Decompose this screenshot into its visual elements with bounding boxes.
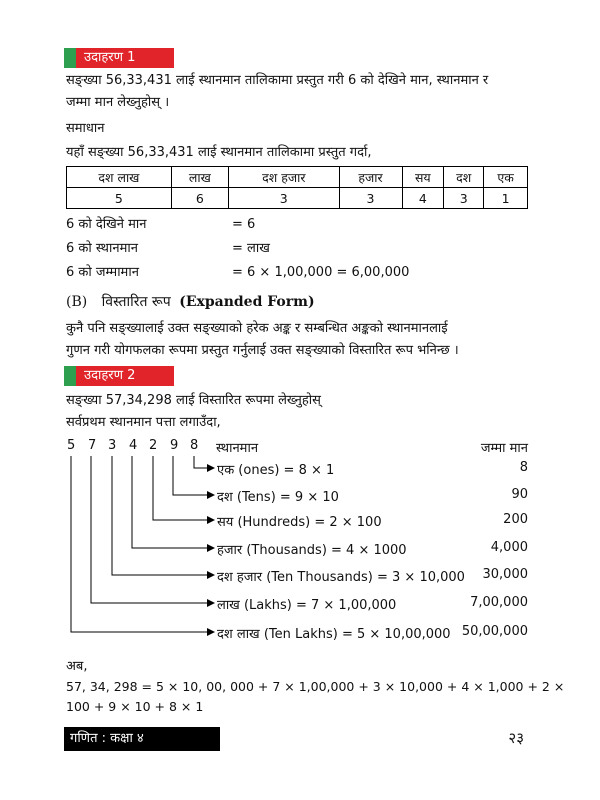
- expanded-form-line-2: 100 + 9 × 10 + 8 × 1: [66, 699, 204, 714]
- digit: 9: [170, 438, 179, 453]
- total-row-thousands: 4,000: [490, 540, 528, 555]
- digit: 5: [67, 438, 76, 453]
- connector-thousands: [132, 456, 207, 548]
- total-row-ones: 8: [519, 460, 528, 475]
- section-b-title-en: (Expanded Form): [179, 294, 315, 310]
- digit: 2: [149, 438, 158, 453]
- section-b-definition-1: कुनै पनि सङ्ख्यालाई उक्त सङ्ख्याको हरेक अङ्क र सम्बन्धित अङ्कको स्थानमानलाई: [66, 321, 448, 336]
- table-header-cell: एक: [484, 167, 528, 188]
- example-1-question-cont: जम्मा मान लेख्नुहोस् ।: [66, 95, 170, 110]
- column-header-total: जम्मा मान: [480, 441, 528, 456]
- connector-ten-thousands: [112, 456, 207, 575]
- place-row-tens: दश (Tens) = 9 × 10: [217, 490, 339, 505]
- result-label-1: 6 को देखिने मान: [66, 217, 147, 232]
- place-row-lakhs: लाख (Lakhs) = 7 × 1,00,000: [217, 598, 397, 613]
- digit: 8: [190, 438, 199, 453]
- solution-label: समाधान: [66, 121, 105, 136]
- digit: 7: [88, 438, 97, 453]
- table-header-cell: लाख: [171, 167, 228, 188]
- total-row-hundreds: 200: [503, 512, 528, 527]
- table-header-cell: दश हजार: [228, 167, 339, 188]
- table-cell: 5: [67, 188, 172, 209]
- example-1-question: सङ्ख्या 56,33,431 लाई स्थानमान तालिकामा प्रस्तुत गरी 6 को देखिने मान, स्थानमान र: [66, 73, 489, 88]
- total-row-ten-thousands: 30,000: [482, 567, 528, 582]
- arrow-head: [207, 544, 215, 552]
- arrow-head: [207, 516, 215, 524]
- total-row-lakhs: 7,00,000: [470, 595, 528, 610]
- table-header-cell: दश: [444, 167, 484, 188]
- result-label-3: 6 को जम्मामान: [66, 265, 139, 280]
- table-cell: 6: [171, 188, 228, 209]
- example-1-heading-text: उदाहरण 1: [84, 50, 136, 65]
- connector-ones: [194, 456, 207, 468]
- digit: 3: [108, 438, 117, 453]
- column-header-place: स्थानमान: [216, 441, 259, 456]
- table-header-cell: सय: [402, 167, 444, 188]
- arrow-head: [207, 628, 215, 636]
- example-2-question: सङ्ख्या 57,34,298 लाई विस्तारित रूपमा लेख्नुहोस्: [66, 393, 321, 408]
- total-row-ten-lakhs: 50,00,000: [461, 624, 528, 639]
- table-cell: 3: [339, 188, 402, 209]
- place-row-ten-thousands: दश हजार (Ten Thousands) = 3 × 10,000: [217, 570, 465, 585]
- connector-lakhs: [91, 456, 207, 603]
- table-header-cell: हजार: [339, 167, 402, 188]
- place-row-hundreds: सय (Hundreds) = 2 × 100: [217, 515, 382, 530]
- table-cell: 4: [402, 188, 444, 209]
- footer-subject-bar: [64, 727, 220, 751]
- example-2-intro: सर्वप्रथम स्थानमान पत्ता लगाउँदा,: [66, 415, 221, 430]
- connector-hundreds: [153, 456, 207, 520]
- arrow-head: [207, 491, 215, 499]
- result-value-3: = 6 × 1,00,000 = 6,00,000: [232, 265, 410, 280]
- result-value-2: = लाख: [232, 241, 270, 256]
- example-2-heading-text: उदाहरण 2: [84, 368, 136, 383]
- table-cell: 1: [484, 188, 528, 209]
- section-b-label: (B): [66, 294, 88, 310]
- result-value-1: = 6: [232, 217, 256, 232]
- place-row-ten-lakhs: दश लाख (Ten Lakhs) = 5 × 10,00,000: [217, 627, 451, 642]
- section-b-title-np: विस्तारित रूप: [101, 294, 171, 310]
- connector-tens: [173, 456, 207, 495]
- expanded-form-line-1: 57, 34, 298 = 5 × 10, 00, 000 + 7 × 1,00,000 + 3 × 10,000 + 4 × 1,000 + 2 ×: [66, 679, 565, 694]
- result-label-2: 6 को स्थानमान: [66, 241, 138, 256]
- arrow-head: [207, 464, 215, 472]
- arrow-head: [207, 571, 215, 579]
- solution-intro: यहाँ सङ्ख्या 56,33,431 लाई स्थानमान तालिकामा प्रस्तुत गर्दा,: [66, 145, 372, 160]
- total-row-tens: 90: [511, 487, 528, 502]
- table-header-cell: दश लाख: [67, 167, 172, 188]
- place-row-ones: एक (ones) = 8 × 1: [217, 463, 335, 478]
- digit: 4: [129, 438, 138, 453]
- table-cell: 3: [228, 188, 339, 209]
- section-b-definition-2: गुणन गरी योगफलका रूपमा प्रस्तुत गर्नुलाई उक्त सङ्ख्याको विस्तारित रूप भनिन्छ ।: [66, 343, 459, 358]
- therefore-label: अब,: [66, 659, 88, 674]
- place-row-thousands: हजार (Thousands) = 4 × 1000: [217, 543, 407, 558]
- footer-subject: गणित : कक्षा ४: [70, 731, 144, 746]
- table-cell: 3: [444, 188, 484, 209]
- arrow-head: [207, 599, 215, 607]
- page-number: २३: [508, 729, 524, 747]
